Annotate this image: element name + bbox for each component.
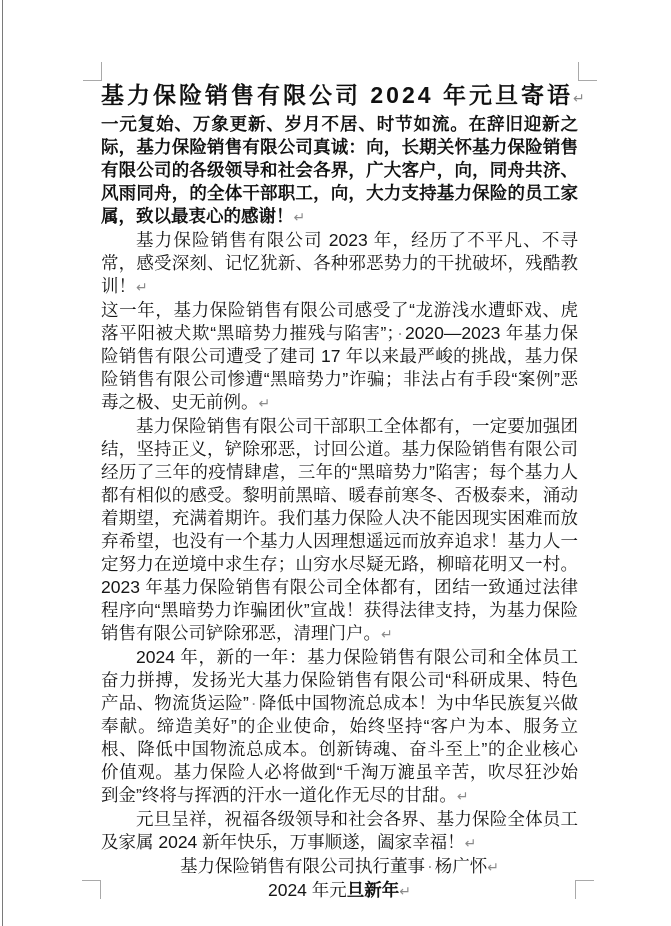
paragraph-2024-outlook[interactable]: [101, 646, 578, 808]
paragraph-unity-text: 基力保险销售有限公司干部职工全体都有，一定要加强团结，坚持正义，铲除邪恶，讨回公道。基力保险销售有限公司经历了三年的疫情肆虐，三年的“黑暗势力”陷害；每个基力人都有相似的感受。黎明前黑暗、暖春前寒冬、否极泰来，涌动着期望，充满着期许。我们基力保险人决不能因现实困难而放弃希望，也没有一个基力人因理想遥远而放弃追求！基力人一定努力在逆境中求生存；山穷水尽疑无路，柳暗花明又一村。2023 年基力保险销售有限公司全体都有，团结一致通过法律程序向“黑暗势力诈骗团伙”宣战！获得法律支持，为基力保险销售有限公司铲除邪恶，清理门户。: [101, 416, 578, 643]
space-dot-mark: ·: [426, 856, 433, 876]
paragraph-2023-review-text: 基力保险销售有限公司 2023 年，经历了不平凡、不寻常，感受深刻、记忆犹新、各种邪恶势力的干扰破坏，残酷教训！: [101, 230, 578, 296]
document-text-area[interactable]: [101, 80, 585, 903]
date-line[interactable]: [101, 879, 578, 903]
paragraph-mark: ↵: [136, 279, 148, 295]
space-dot-mark: ·: [250, 693, 257, 713]
paragraph-greeting-text: 一元复始、万象更新、岁月不居、时节如流。在辞旧迎新之际，基力保险销售有限公司真诚：向，长期关怀基力保险销售有限公司的各级领导和社会各界，广大客户，向，同舟共济、风雨同舟，的全体干部职工，向，大力支持基力保险的员工家属，致以最衷心的感谢！: [101, 114, 578, 226]
page-left-edge-line: [2, 0, 3, 926]
paragraph-blessing[interactable]: [101, 808, 578, 855]
paragraph-2024-outlook-text-b: 降低中国物流总成本！为中华民族复兴做奉献。缔造美好”的企业使命，始终坚持“客户为本、服务立根、降低中国物流总成本。创新铸魂、奋斗至上”的企业核心价值观。基力保险人必将做到“千淘万漉虽辛苦，吹尽狂沙始到金”终将与挥洒的汗水一道化作无尽的甘甜。: [101, 693, 578, 805]
signature-line[interactable]: [101, 855, 578, 879]
paragraph-mark: ↵: [464, 835, 477, 851]
paragraph-this-year-text-a: 这一年，基力保险销售有限公司感受了“龙游浅水遭虾戏、虎落平阳被犬欺“黑暗势力摧残与陷害”；: [101, 300, 578, 343]
signature-name-text: 杨广怀: [434, 856, 488, 876]
paragraph-2024-outlook-text-a: 2024 年，新的一年：基力保险销售有限公司和全体员工奋力拼搏，发扬光大基力保险销售有限公司“科研成果、特色产品、物流货运险”: [101, 647, 578, 713]
margin-corner-mark-bottom-left: [82, 880, 101, 899]
paragraph-mark: ↵: [399, 883, 412, 899]
paragraph-mark: ↵: [258, 395, 271, 411]
paragraph-mark: ↵: [572, 90, 585, 106]
date-line-bold-text: 旦新年: [346, 880, 400, 900]
paragraph-greeting[interactable]: [101, 113, 578, 229]
margin-corner-mark-top-left: [83, 62, 102, 81]
margin-corner-mark-top-right: [578, 62, 597, 81]
paragraph-mark: ↵: [456, 788, 469, 804]
paragraph-this-year-text-b: 2020—2023 年基力保险销售有限公司遭受了建司 17 年以来最严峻的挑战，基力保险销售有限公司惨遭“黑暗势力”诈骗；非法占有手段“案例”恶毒之极、史无前例。: [101, 323, 578, 412]
space-dot-mark: ·: [397, 323, 403, 343]
paragraph-mark: ↵: [381, 626, 393, 642]
paragraph-this-year[interactable]: [101, 299, 578, 415]
paragraph-mark: ↵: [487, 859, 500, 875]
paragraph-unity[interactable]: [101, 415, 578, 646]
document-title[interactable]: [101, 80, 585, 113]
paragraph-2023-review[interactable]: [101, 229, 578, 299]
signature-company-text: 基力保险销售有限公司执行董事: [179, 856, 425, 876]
paragraph-blessing-text: 元旦呈祥，祝福各级领导和社会各界、基力保险全体员工及家属 2024 新年快乐，万事顺遂，阖家幸福！: [101, 809, 578, 852]
document-title-text: 基力保险销售有限公司 2024 年元旦寄语: [101, 82, 573, 108]
date-line-normal-text: 2024 年元: [267, 880, 347, 900]
paragraph-mark: ↵: [293, 209, 306, 225]
